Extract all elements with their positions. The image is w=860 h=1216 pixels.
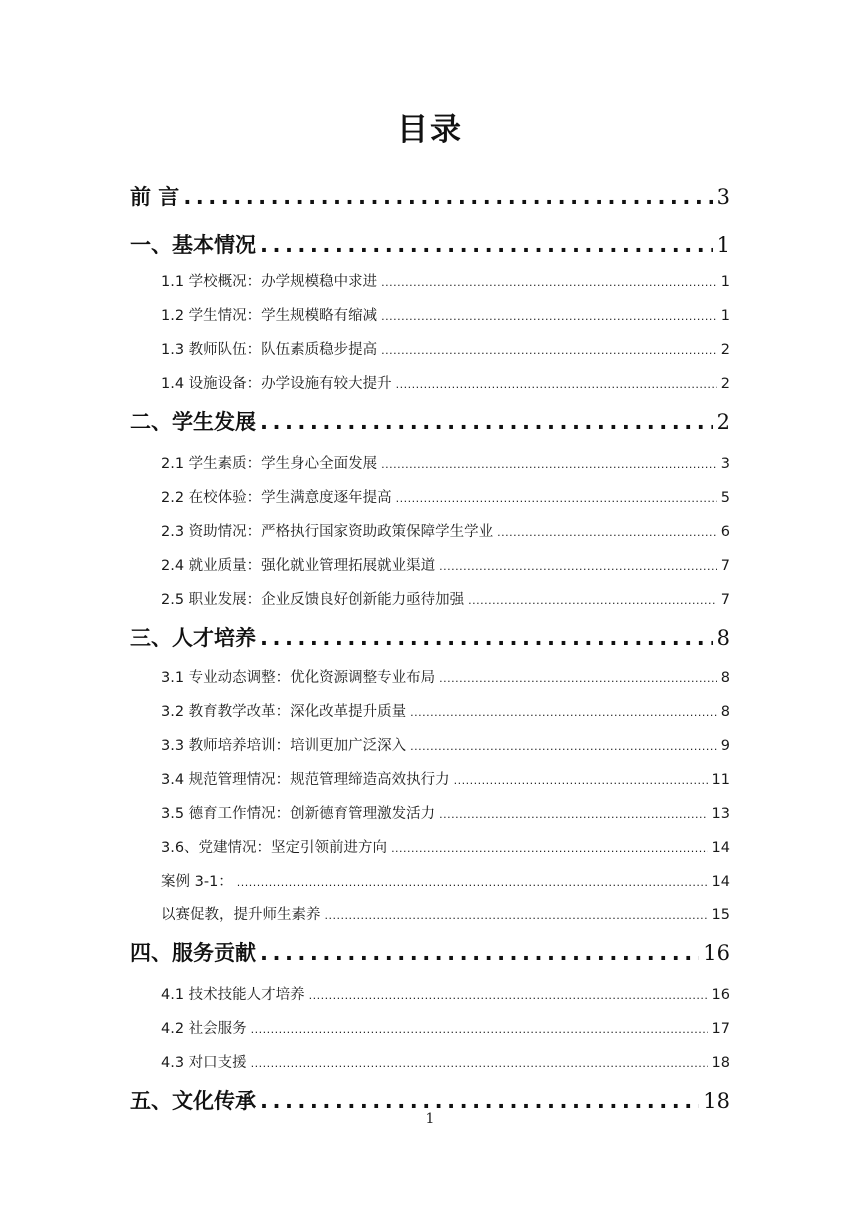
toc-entry-label: 3.5 德育工作情况：创新德育管理激发活力 xyxy=(161,806,436,822)
toc-leader-dots xyxy=(260,1089,699,1113)
toc-entry-page-number: 3 xyxy=(716,185,730,209)
toc-entry-page-number: 2 xyxy=(716,410,730,434)
toc-entry-page-number: 14 xyxy=(711,874,730,890)
toc-section-entry[interactable] xyxy=(161,270,730,291)
toc-leader-dots xyxy=(381,310,717,323)
toc-leader-dots xyxy=(396,378,717,391)
toc-entry-label: 3.6、党建情况：坚定引领前进方向 xyxy=(161,840,388,856)
toc-entry-label: 4.3 对口支援 xyxy=(161,1055,247,1071)
toc-leader-dots xyxy=(260,626,713,650)
toc-entry-page-number: 7 xyxy=(720,558,730,574)
toc-entry-page-number: 8 xyxy=(716,626,730,650)
toc-entry-page-number: 11 xyxy=(711,772,730,788)
toc-leader-dots xyxy=(391,842,707,855)
toc-leader-dots xyxy=(251,1023,708,1036)
toc-chapter-entry[interactable] xyxy=(130,937,730,967)
toc-leader-dots xyxy=(468,594,717,607)
toc-section-entry[interactable] xyxy=(161,452,730,473)
toc-section-entry[interactable] xyxy=(161,372,730,393)
toc-leader-dots xyxy=(251,1057,708,1070)
toc-entry-label: 2.5 职业发展：企业反馈良好创新能力亟待加强 xyxy=(161,592,465,608)
toc-section-entry[interactable] xyxy=(161,554,730,575)
toc-section-entry[interactable] xyxy=(161,1017,730,1038)
toc-entry-label: 3.2 教育教学改革：深化改革提升质量 xyxy=(161,704,407,720)
toc-chapter-entry[interactable] xyxy=(130,406,730,436)
toc-entry-page-number: 1 xyxy=(720,308,730,324)
toc-leader-dots xyxy=(410,706,717,719)
toc-entry-page-number: 14 xyxy=(711,840,730,856)
toc-entry-page-number: 16 xyxy=(703,941,730,965)
toc-entry-page-number: 1 xyxy=(720,274,730,290)
toc-leader-dots xyxy=(325,909,708,922)
toc-leader-dots xyxy=(439,672,717,685)
toc-leader-dots xyxy=(497,526,717,539)
toc-entry-label: 以赛促教，提升师生素养 xyxy=(161,907,321,923)
toc-leader-dots xyxy=(381,276,717,289)
toc-entry-page-number: 6 xyxy=(720,524,730,540)
toc-leader-dots xyxy=(260,233,713,257)
toc-section-entry[interactable] xyxy=(161,983,730,1004)
toc-chapter-entry[interactable] xyxy=(130,622,730,652)
toc-leader-dots xyxy=(381,344,717,357)
toc-entry-page-number: 8 xyxy=(720,670,730,686)
toc-section-entry[interactable] xyxy=(161,836,730,857)
toc-entry-page-number: 17 xyxy=(711,1021,730,1037)
toc-section-entry[interactable] xyxy=(161,802,730,823)
toc-section-entry[interactable] xyxy=(161,734,730,755)
toc-entry-label: 案例 3-1： xyxy=(161,874,233,890)
toc-leader-dots xyxy=(410,740,717,753)
toc-leader-dots xyxy=(237,876,708,889)
toc-entry-label: 1.1 学校概况：办学规模稳中求进 xyxy=(161,274,378,290)
toc-leader-dots xyxy=(454,774,708,787)
toc-section-entry[interactable] xyxy=(161,520,730,541)
toc-entry-label: 1.3 教师队伍：队伍素质稳步提高 xyxy=(161,342,378,358)
toc-entry-page-number: 2 xyxy=(720,342,730,358)
toc-entry-label: 一、基本情况 xyxy=(130,233,256,257)
toc-section-entry[interactable] xyxy=(161,666,730,687)
toc-entry-label: 3.1 专业动态调整：优化资源调整专业布局 xyxy=(161,670,436,686)
toc-entry-page-number: 13 xyxy=(711,806,730,822)
toc-leader-dots xyxy=(439,808,707,821)
toc-entry-label: 3.3 教师培养培训：培训更加广泛深入 xyxy=(161,738,407,754)
toc-entry-label: 1.2 学生情况：学生规模略有缩减 xyxy=(161,308,378,324)
toc-section-entry[interactable] xyxy=(161,338,730,359)
toc-section-entry[interactable] xyxy=(161,486,730,507)
toc-section-entry[interactable] xyxy=(161,304,730,325)
toc-entry-label: 二、学生发展 xyxy=(130,410,256,434)
toc-leader-dots xyxy=(439,560,717,573)
toc-entry-page-number: 16 xyxy=(711,987,730,1003)
toc-entry-label: 1.4 设施设备：办学设施有较大提升 xyxy=(161,376,392,392)
toc-entry-page-number: 3 xyxy=(720,456,730,472)
toc-entry-label: 3.4 规范管理情况：规范管理缔造高效执行力 xyxy=(161,772,450,788)
toc-title: 目录 xyxy=(397,112,463,148)
toc-section-entry[interactable] xyxy=(161,768,730,789)
toc-leader-dots xyxy=(396,492,717,505)
toc-entry-label: 四、服务贡献 xyxy=(130,941,256,965)
toc-entry-label: 2.1 学生素质：学生身心全面发展 xyxy=(161,456,378,472)
toc-entry-page-number: 1 xyxy=(716,233,730,257)
toc-entry-label: 4.2 社会服务 xyxy=(161,1021,247,1037)
toc-leader-dots xyxy=(260,410,713,434)
toc-entry-label: 2.4 就业质量：强化就业管理拓展就业渠道 xyxy=(161,558,436,574)
toc-entry-label: 2.2 在校体验：学生满意度逐年提高 xyxy=(161,490,392,506)
toc-section-entry[interactable] xyxy=(161,903,730,924)
toc-entry-page-number: 7 xyxy=(720,592,730,608)
toc-section-entry[interactable] xyxy=(161,1051,730,1072)
toc-entry-page-number: 15 xyxy=(711,907,730,923)
toc-entry-label: 4.1 技术技能人才培养 xyxy=(161,987,305,1003)
page-number-footer: 1 xyxy=(425,1111,435,1127)
toc-chapter-entry[interactable] xyxy=(130,181,730,211)
toc-entry-page-number: 9 xyxy=(720,738,730,754)
toc-leader-dots xyxy=(381,458,717,471)
toc-section-entry[interactable] xyxy=(161,588,730,609)
toc-entry-label: 2.3 资助情况：严格执行国家资助政策保障学生学业 xyxy=(161,524,494,540)
toc-leader-dots xyxy=(260,941,699,965)
toc-leader-dots xyxy=(309,989,708,1002)
toc-entry-page-number: 2 xyxy=(720,376,730,392)
toc-entry-label: 五、文化传承 xyxy=(130,1089,256,1113)
toc-section-entry[interactable] xyxy=(161,870,730,891)
toc-chapter-entry[interactable] xyxy=(130,229,730,259)
toc-entry-page-number: 5 xyxy=(720,490,730,506)
toc-entry-page-number: 8 xyxy=(720,704,730,720)
toc-entry-label: 三、人才培养 xyxy=(130,626,256,650)
toc-entry-label: 前 言 xyxy=(130,185,180,209)
toc-entry-page-number: 18 xyxy=(703,1089,730,1113)
toc-section-entry[interactable] xyxy=(161,700,730,721)
toc-entry-page-number: 18 xyxy=(711,1055,730,1071)
toc-leader-dots xyxy=(183,185,712,209)
